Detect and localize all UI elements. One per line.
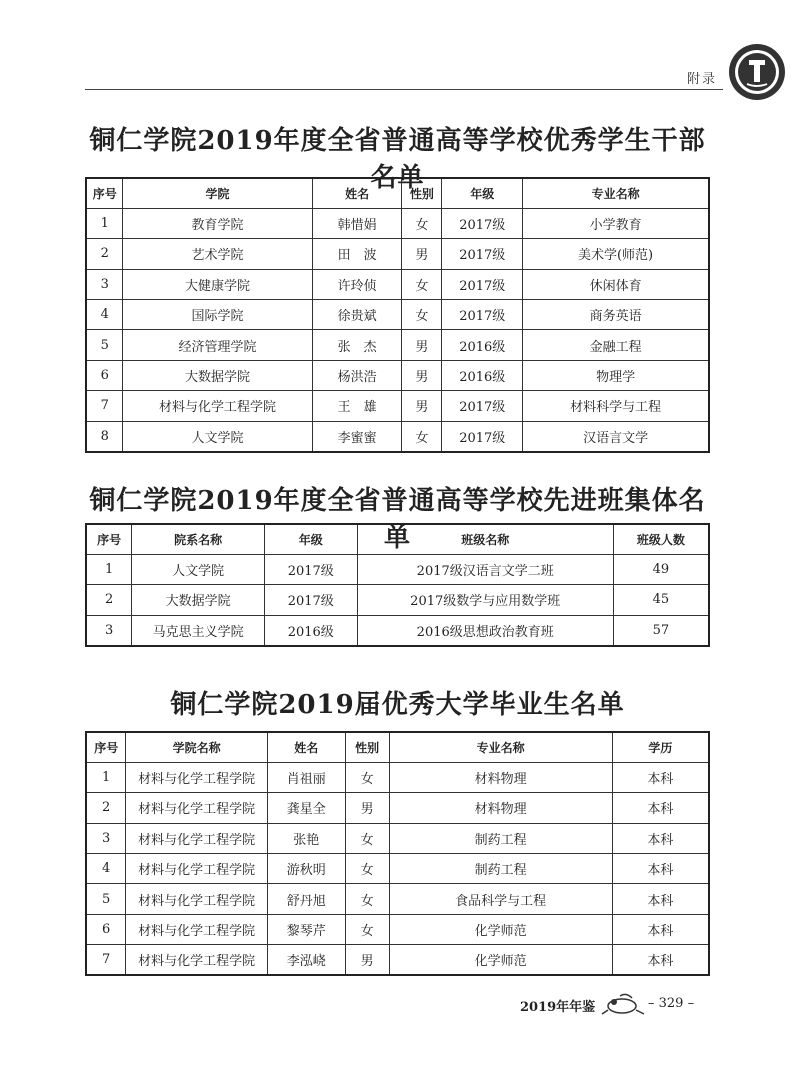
table-cell: 2017级 bbox=[264, 554, 357, 584]
table-cell: 徐贵斌 bbox=[312, 300, 402, 330]
table-cell: 5 bbox=[86, 330, 123, 360]
table-cell: 大数据学院 bbox=[123, 360, 312, 390]
table-cell: 本科 bbox=[612, 914, 709, 944]
table-cell: 4 bbox=[86, 300, 123, 330]
column-header: 学院名称 bbox=[126, 732, 268, 762]
table-cell: 57 bbox=[613, 615, 709, 645]
column-header: 姓名 bbox=[267, 732, 345, 762]
table-cell: 7 bbox=[86, 945, 126, 975]
table-row bbox=[86, 884, 709, 914]
table-row bbox=[86, 208, 709, 238]
table-cell: 女 bbox=[402, 208, 442, 238]
table-cell: 本科 bbox=[612, 945, 709, 975]
table-cell: 材料与化学工程学院 bbox=[126, 945, 268, 975]
table-row bbox=[86, 300, 709, 330]
table-cell: 男 bbox=[402, 360, 442, 390]
table-cell: 教育学院 bbox=[123, 208, 312, 238]
table-cell: 2017级汉语言文学二班 bbox=[357, 554, 613, 584]
column-header: 性别 bbox=[402, 178, 442, 208]
table-cell: 2016级思想政治教育班 bbox=[357, 615, 613, 645]
column-header: 姓名 bbox=[312, 178, 402, 208]
table-cell: 2 bbox=[86, 585, 132, 615]
table-cell: 材料与化学工程学院 bbox=[126, 823, 268, 853]
table-cell: 1 bbox=[86, 208, 123, 238]
title-student-cadres: 铜仁学院2019年度全省普通高等学校优秀学生干部名单 bbox=[89, 126, 706, 193]
table-row bbox=[86, 360, 709, 390]
table-row bbox=[86, 239, 709, 269]
table-cell: 杨洪浩 bbox=[312, 360, 402, 390]
table-row bbox=[86, 914, 709, 944]
table-cell: 龚星全 bbox=[267, 793, 345, 823]
table-cell: 女 bbox=[345, 914, 389, 944]
header-rule bbox=[85, 89, 723, 90]
table-cell: 2017级 bbox=[442, 208, 523, 238]
table-cell: 食品科学与工程 bbox=[389, 884, 612, 914]
table-cell: 2 bbox=[86, 239, 123, 269]
table-cell: 本科 bbox=[612, 793, 709, 823]
table-cell: 美术学(师范) bbox=[523, 239, 709, 269]
column-header: 年级 bbox=[264, 524, 357, 554]
table-row bbox=[86, 615, 709, 645]
table-cell: 女 bbox=[345, 823, 389, 853]
table-cell: 2016级 bbox=[442, 360, 523, 390]
table-cell: 男 bbox=[402, 239, 442, 269]
table-cell: 经济管理学院 bbox=[123, 330, 312, 360]
table-cell: 2017级 bbox=[442, 239, 523, 269]
table-cell: 汉语言文学 bbox=[523, 421, 709, 451]
table-cell: 材料与化学工程学院 bbox=[123, 391, 312, 421]
table-cell: 许玲侦 bbox=[312, 269, 402, 299]
table-cell: 2017级 bbox=[442, 300, 523, 330]
table-cell: 男 bbox=[345, 945, 389, 975]
table-cell: 李蜜蜜 bbox=[312, 421, 402, 451]
table-header-row bbox=[86, 524, 709, 554]
table-cell: 2017级数学与应用数学班 bbox=[357, 585, 613, 615]
yearbook-emblem-icon bbox=[600, 990, 646, 1016]
table-cell: 田 波 bbox=[312, 239, 402, 269]
table-cell: 大数据学院 bbox=[132, 585, 265, 615]
table-row bbox=[86, 421, 709, 451]
column-header: 专业名称 bbox=[389, 732, 612, 762]
table-cell: 张艳 bbox=[267, 823, 345, 853]
table-cell: 化学师范 bbox=[389, 914, 612, 944]
university-seal-icon bbox=[727, 42, 787, 102]
table-cell: 李泓峣 bbox=[267, 945, 345, 975]
table-cell: 3 bbox=[86, 615, 132, 645]
title-advanced-classes: 铜仁学院2019年度全省普通高等学校先进班集体名单 bbox=[89, 486, 706, 553]
table-cell: 6 bbox=[86, 914, 126, 944]
section-label: 附录 bbox=[686, 72, 717, 87]
table-cell: 国际学院 bbox=[123, 300, 312, 330]
table-cell: 王 雄 bbox=[312, 391, 402, 421]
table-row bbox=[86, 823, 709, 853]
table-cell: 女 bbox=[402, 421, 442, 451]
table-cell: 材料科学与工程 bbox=[523, 391, 709, 421]
column-header: 专业名称 bbox=[523, 178, 709, 208]
column-header: 班级人数 bbox=[613, 524, 709, 554]
table-cell: 马克思主义学院 bbox=[132, 615, 265, 645]
table-row bbox=[86, 945, 709, 975]
table-row bbox=[86, 330, 709, 360]
table-row bbox=[86, 391, 709, 421]
table-header-row bbox=[86, 178, 709, 208]
table-cell: 3 bbox=[86, 269, 123, 299]
table-cell: 男 bbox=[402, 391, 442, 421]
table-cell: 4 bbox=[86, 854, 126, 884]
advanced-classes-table bbox=[85, 523, 710, 647]
table-cell: 休闲体育 bbox=[523, 269, 709, 299]
table-cell: 艺术学院 bbox=[123, 239, 312, 269]
table-cell: 本科 bbox=[612, 884, 709, 914]
table-cell: 8 bbox=[86, 421, 123, 451]
page-number: – 329 – bbox=[648, 996, 695, 1011]
table-cell: 6 bbox=[86, 360, 123, 390]
table-cell: 1 bbox=[86, 554, 132, 584]
column-header: 性别 bbox=[345, 732, 389, 762]
table-cell: 5 bbox=[86, 884, 126, 914]
column-header: 学院 bbox=[123, 178, 312, 208]
title-outstanding-graduates: 铜仁学院2019届优秀大学毕业生名单 bbox=[170, 690, 625, 720]
table-row bbox=[86, 585, 709, 615]
table-cell: 制药工程 bbox=[389, 823, 612, 853]
column-header: 院系名称 bbox=[132, 524, 265, 554]
outstanding-graduates-table bbox=[85, 731, 710, 976]
column-header: 序号 bbox=[86, 732, 126, 762]
table-cell: 舒丹旭 bbox=[267, 884, 345, 914]
student-cadres-table bbox=[85, 177, 710, 453]
table-row bbox=[86, 762, 709, 792]
table-cell: 肖祖丽 bbox=[267, 762, 345, 792]
column-header: 年级 bbox=[442, 178, 523, 208]
table-cell: 2016级 bbox=[264, 615, 357, 645]
table-cell: 材料与化学工程学院 bbox=[126, 793, 268, 823]
table-cell: 7 bbox=[86, 391, 123, 421]
table-cell: 材料与化学工程学院 bbox=[126, 914, 268, 944]
table-cell: 45 bbox=[613, 585, 709, 615]
table-cell: 游秋明 bbox=[267, 854, 345, 884]
table-cell: 张 杰 bbox=[312, 330, 402, 360]
table-cell: 小学教育 bbox=[523, 208, 709, 238]
table-cell: 女 bbox=[345, 884, 389, 914]
table-cell: 女 bbox=[402, 300, 442, 330]
column-header: 序号 bbox=[86, 178, 123, 208]
table-cell: 化学师范 bbox=[389, 945, 612, 975]
table-cell: 49 bbox=[613, 554, 709, 584]
table-cell: 材料与化学工程学院 bbox=[126, 762, 268, 792]
table-cell: 人文学院 bbox=[132, 554, 265, 584]
page-footer bbox=[520, 994, 720, 1018]
table-cell: 2017级 bbox=[442, 269, 523, 299]
table-cell: 女 bbox=[345, 762, 389, 792]
table-cell: 3 bbox=[86, 823, 126, 853]
table-cell: 本科 bbox=[612, 762, 709, 792]
column-header: 学历 bbox=[612, 732, 709, 762]
table-cell: 2017级 bbox=[442, 421, 523, 451]
table-cell: 本科 bbox=[612, 854, 709, 884]
yearbook-label: 2019年年鉴 bbox=[520, 1000, 596, 1015]
table-cell: 物理学 bbox=[523, 360, 709, 390]
table-cell: 男 bbox=[402, 330, 442, 360]
table-cell: 材料物理 bbox=[389, 793, 612, 823]
column-header: 班级名称 bbox=[357, 524, 613, 554]
table-row bbox=[86, 854, 709, 884]
table-cell: 男 bbox=[345, 793, 389, 823]
table-cell: 1 bbox=[86, 762, 126, 792]
table-row bbox=[86, 554, 709, 584]
table-cell: 韩惜娟 bbox=[312, 208, 402, 238]
table-cell: 本科 bbox=[612, 823, 709, 853]
table-cell: 制药工程 bbox=[389, 854, 612, 884]
table-cell: 2 bbox=[86, 793, 126, 823]
table-cell: 材料与化学工程学院 bbox=[126, 884, 268, 914]
table-cell: 材料与化学工程学院 bbox=[126, 854, 268, 884]
table-cell: 商务英语 bbox=[523, 300, 709, 330]
table-cell: 2017级 bbox=[442, 391, 523, 421]
table-cell: 黎琴芹 bbox=[267, 914, 345, 944]
column-header: 序号 bbox=[86, 524, 132, 554]
table-cell: 金融工程 bbox=[523, 330, 709, 360]
table-header-row bbox=[86, 732, 709, 762]
table-row bbox=[86, 793, 709, 823]
table-cell: 女 bbox=[345, 854, 389, 884]
table-cell: 女 bbox=[402, 269, 442, 299]
table-row bbox=[86, 269, 709, 299]
table-cell: 2016级 bbox=[442, 330, 523, 360]
page-header bbox=[85, 0, 793, 92]
table-cell: 人文学院 bbox=[123, 421, 312, 451]
table-cell: 大健康学院 bbox=[123, 269, 312, 299]
table-cell: 2017级 bbox=[264, 585, 357, 615]
table-cell: 材料物理 bbox=[389, 762, 612, 792]
